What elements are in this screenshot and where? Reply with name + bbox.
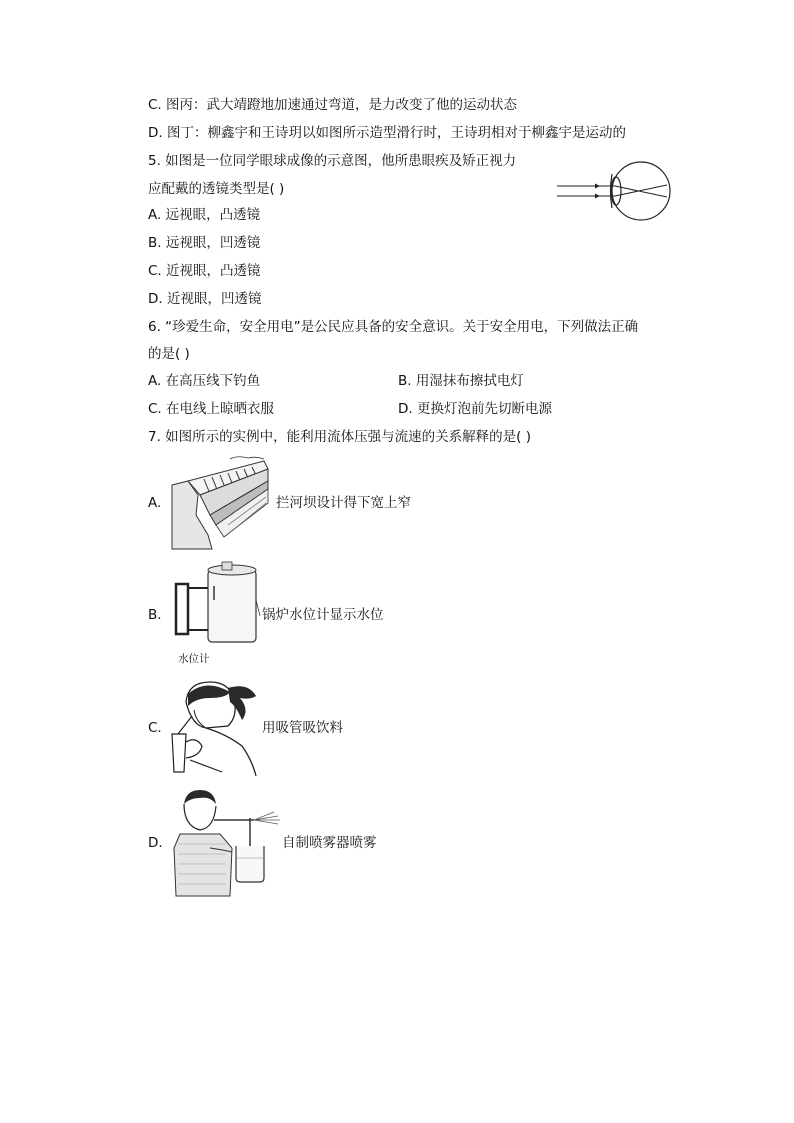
boiler-gauge-illustration (170, 560, 262, 654)
q6-stem-line2: 的是( ) (148, 346, 190, 362)
eye-diagram (555, 160, 675, 222)
option-c-previous: C. 图丙：武大靖蹬地加速通过弯道，是力改变了他的运动状态 (148, 97, 518, 113)
q5-option-a: A. 远视眼，凸透镜 (148, 207, 261, 223)
q6-option-a: A. 在高压线下钓鱼 (148, 373, 261, 389)
q6-stem-line1: 6. “珍爱生命，安全用电”是公民应具备的安全意识。关于安全用电，下列做法正确 (148, 319, 639, 335)
q5-stem-line1: 5. 如图是一位同学眼球成像的示意图，他所患眼疾及矫正视力 (148, 153, 517, 169)
q5-option-c: C. 近视眼，凸透镜 (148, 263, 261, 279)
q7-option-d-caption: 自制喷雾器喷雾 (282, 835, 377, 851)
q6-option-c: C. 在电线上晾晒衣服 (148, 401, 275, 417)
sprayer-illustration (170, 788, 282, 898)
q6-option-d: D. 更换灯泡前先切断电源 (398, 401, 552, 417)
water-gauge-label: 水位计 (178, 653, 210, 665)
q5-option-b: B. 远视眼，凹透镜 (148, 235, 261, 251)
option-d-previous: D. 图丁：柳鑫宇和王诗玥以如图所示造型滑行时，王诗玥相对于柳鑫宇是运动的 (148, 125, 626, 141)
q7-option-a-caption: 拦河坝设计得下宽上窄 (276, 495, 411, 511)
q7-option-b-caption: 锅炉水位计显示水位 (262, 607, 384, 623)
q5-option-d: D. 近视眼，凹透镜 (148, 291, 262, 307)
q7-option-c-caption: 用吸管吸饮料 (262, 720, 343, 736)
q6-option-b: B. 用湿抹布擦拭电灯 (398, 373, 524, 389)
q7-stem: 7. 如图所示的实例中，能利用流体压强与流速的关系解释的是( ) (148, 429, 531, 445)
q7-option-d-letter: D. (148, 835, 163, 851)
q5-stem-line2: 应配戴的透镜类型是( ) (148, 181, 285, 197)
q7-option-c-letter: C. (148, 720, 162, 736)
q7-option-b-letter: B. (148, 607, 162, 623)
drinking-straw-illustration (166, 676, 262, 776)
dam-illustration (168, 455, 272, 551)
q7-option-a-letter: A. (148, 495, 162, 511)
